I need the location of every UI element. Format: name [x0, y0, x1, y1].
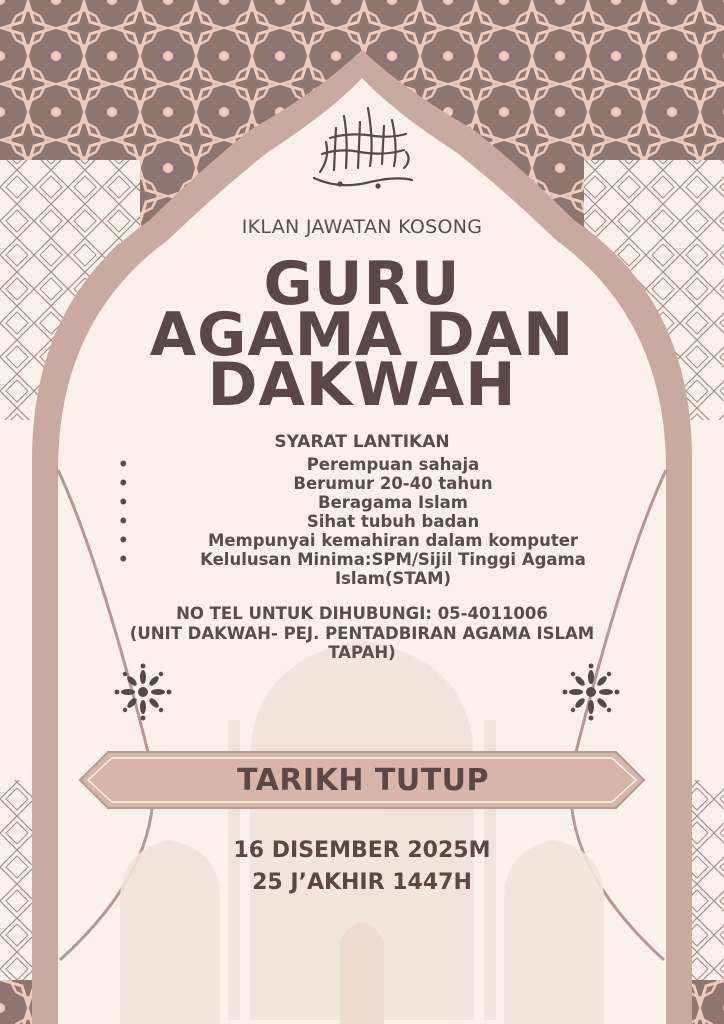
contact-unit-line-2: TAPAH): [328, 643, 396, 662]
requirement-item: [118, 531, 628, 550]
bismillah-calligraphy-icon: [300, 98, 424, 194]
contact-unit: [0, 624, 724, 662]
contact-unit-line-1: (UNIT DAKWAH- PEJ. PENTADBIRAN AGAMA ISLAM: [129, 624, 595, 643]
bullet-icon: •: [118, 455, 129, 474]
bullet-icon: •: [118, 550, 129, 569]
title-line-1: GURU: [263, 249, 461, 319]
title-line-3: DAKWAH: [207, 350, 517, 420]
bullet-icon: •: [118, 493, 129, 512]
closing-date-hijri: 25 J’AKHIR 1447H: [252, 870, 472, 895]
requirement-item: [118, 550, 628, 588]
requirement-text: Beragama Islam: [318, 493, 468, 512]
requirement-item: [118, 512, 628, 531]
title-line-2: AGAMA DAN: [149, 300, 575, 370]
closing-date-banner: TARIKH TUTUP: [236, 762, 490, 798]
bullet-icon: •: [118, 474, 129, 493]
closing-date-gregorian: 16 DISEMBER 2025M: [233, 838, 491, 863]
job-ad-subtitle: IKLAN JAWATAN KOSONG: [241, 216, 483, 238]
bullet-icon: •: [118, 531, 129, 550]
requirement-text: Mempunyai kemahiran dalam komputer: [207, 531, 579, 550]
requirement-text: Sihat tubuh badan: [306, 512, 480, 531]
requirement-text: Berumur 20-40 tahun: [293, 474, 493, 493]
requirement-text: Perempuan sahaja: [306, 455, 480, 474]
requirement-item: [118, 474, 628, 493]
bullet-icon: •: [118, 512, 129, 531]
contact-phone: NO TEL UNTUK DIHUBUNGI: 05-4011006: [176, 604, 548, 623]
requirement-item: [118, 455, 628, 474]
requirements-list: [118, 455, 628, 588]
requirement-item: [118, 493, 628, 512]
requirements-heading: SYARAT LANTIKAN: [274, 432, 450, 452]
requirement-text: Kelulusan Minima:SPM/Sijil Tinggi Agama Islam(STAM): [200, 550, 586, 588]
